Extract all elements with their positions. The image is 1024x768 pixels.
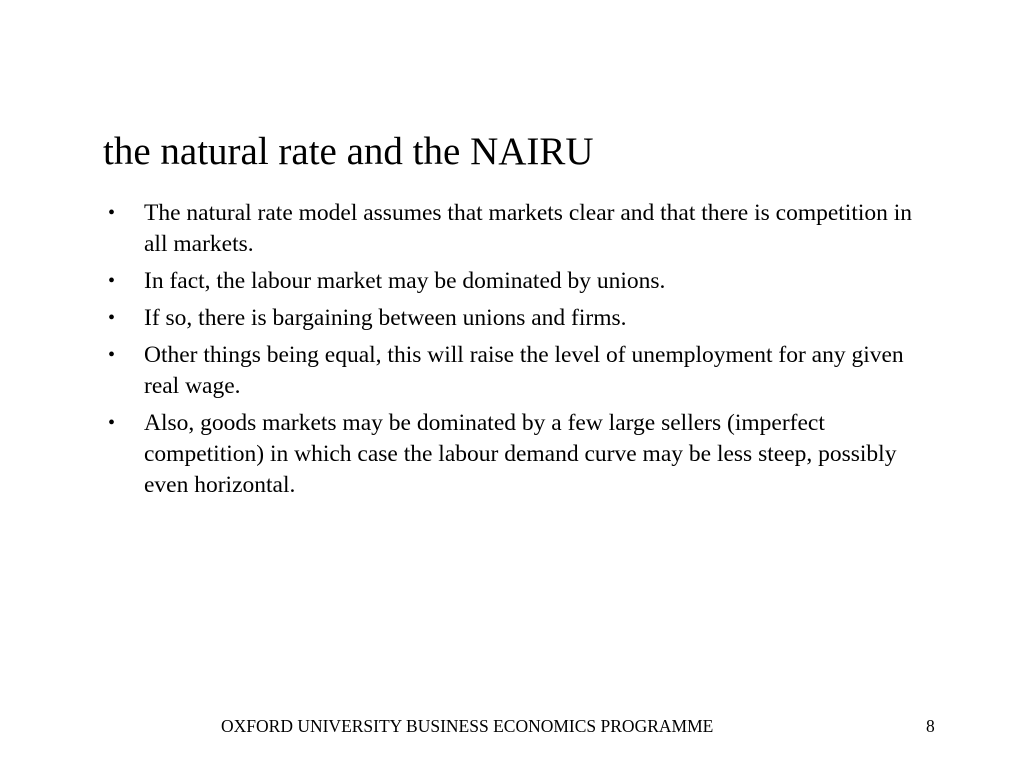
bullet-item	[106, 408, 926, 501]
slide-footer	[0, 714, 1024, 738]
bullet-text: The natural rate model assumes that markets clear and that there is competition in all markets.	[144, 200, 913, 257]
slide-title: the natural rate and the NAIRU	[103, 130, 594, 173]
bullet-marker: •	[108, 412, 116, 434]
bullet-item	[106, 266, 926, 297]
bullet-text: If so, there is bargaining between unions and firms.	[144, 305, 627, 331]
bullet-marker: •	[108, 270, 116, 292]
bullet-marker: •	[108, 307, 116, 329]
page-number: 8	[926, 716, 935, 736]
footer-text: OXFORD UNIVERSITY BUSINESS ECONOMICS PROGRAMME	[221, 716, 714, 736]
bullet-marker: •	[108, 344, 116, 366]
bullet-text: Also, goods markets may be dominated by a few large sellers (imperfect competition) in which case the labour demand curve may be less steep, possibly even horizontal.	[144, 410, 897, 498]
bullet-item	[106, 340, 926, 402]
bullet-text: In fact, the labour market may be dominated by unions.	[144, 268, 666, 294]
bullet-item	[106, 303, 926, 334]
bullet-list	[106, 198, 926, 507]
bullet-marker: •	[108, 202, 116, 224]
bullet-text: Other things being equal, this will raise the level of unemployment for any given real wage.	[144, 342, 904, 399]
bullet-item	[106, 198, 926, 260]
